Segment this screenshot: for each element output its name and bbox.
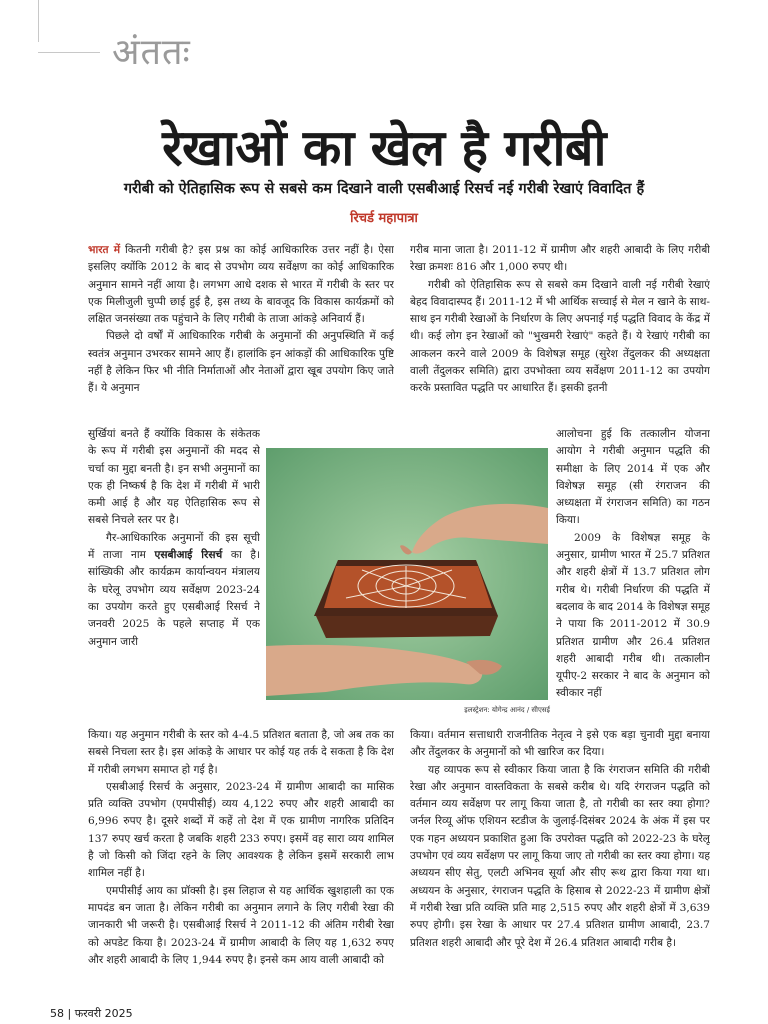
illustration-credit: इलस्ट्रेशन: योगेन्द्र आनंद / सीएसई (464, 706, 550, 714)
section-label: अंततः (112, 32, 191, 73)
column-2-bottom (410, 727, 710, 997)
paragraph: सुर्खियां बनते हैं क्योंकि विकास के संकेतक के रूप में गरीबी इस अनुमानों की मदद से चर्चा का मुद्दा बनती है। इन सभी अनुमानों का एक ही निष्कर्ष है कि देश में गरीबी में भारी कमी आई है और यह ऐतिहासिक रूप से सबसे निचले स्तर पर है। (88, 428, 260, 527)
paragraph: एसबीआई रिसर्च के अनुसार, 2023-24 में ग्रामीण आबादी का मासिक प्रति व्यक्ति उपभोग (एमपीसीई) व्यय 4,122 रुपए और शहरी आबादी का 6,996 रुपए है। दूसरे शब्दों में कहें तो देश में एक ग्रामीण नागरिक प्रतिदिन 137 रुपए खर्च करता है जबकि शहरी 233 रुपए। इसमें वह सारा व्यय शामिल है जो किसी को जिंदा रहने के लिए आवश्यक है लेकिन इसमें सरकारी लाभ शामिल नहीं है। (88, 780, 394, 880)
lead-in: भारत में (88, 244, 121, 256)
paragraph: यह व्यापक रूप से स्वीकार किया जाता है कि रंगराजन समिति की गरीबी रेखा और अनुमान वास्तविकता के सबसे करीब थे। यदि रंगराजन पद्धति को वर्तमान व्यय सर्वेक्षण पर लागू किया जाता है, तो गरीबी का स्तर क्या होगा? जर्नल रिव्यू ऑफ एशियन स्टडीज के जुलाई-दिसंबर 2024 के अंक में इस पर एक गहन अध्ययन प्रकाशित हुआ कि उपरोक्त पद्धति को 2022-23 के घरेलू उपभोग एवं व्यय सर्वेक्षण पर लागू किया जाए तो गरीबी का स्तर क्या होगा। यह अध्ययन सीए सेतु, एलटी अभिनव सूर्या और सीए रूथ द्वारा किया गया था। अध्ययन के अनुसार, रंगराजन पद्धति के हिसाब से 2022-23 में ग्रामीण क्षेत्रों में गरीबी रेखा प्रति व्यक्ति प्रति माह 2,515 रुपए और शहरी क्षेत्रों में 3,639 रुपए होगी। इस रेखा के आधार पर 27.4 प्रतिशत ग्रामीण आबादी, 23.7 प्रतिशत शहरी आबादी और पूरे देश में 26.4 प्रतिशत आबादी गरीब है। (410, 763, 710, 949)
column-1-bottom (88, 727, 394, 997)
column-1-top (88, 242, 394, 426)
byline: रिचर्ड महापात्रा (350, 211, 418, 226)
paragraph: 2009 के विशेषज्ञ समूह के अनुसार, ग्रामीण भारत में 25.7 प्रतिशत और शहरी क्षेत्रों में 13.7 प्रतिशत लोग गरीब थे। गरीबी निर्धारण की पद्धति में बदलाव के बाद 2014 के विशेषज्ञ समूह ने पाया कि 2011-2012 में 30.9 प्रतिशत ग्रामीण और 26.4 प्रतिशत शहरी आबादी गरीब थी। तत्कालीन यूपीए-2 सरकार ने बाद के अनुमान को स्वीकार नहीं (556, 531, 710, 700)
paragraph: किया। यह अनुमान गरीबी के स्तर को 4-4.5 प्रतिशत बताता है, जो अब तक का सबसे निचला स्तर है। इस आंकड़े के आधार पर कोई यह तर्क दे सकता है कि देश में गरीबी लगभग समाप्त हो गई है। (88, 729, 394, 776)
paragraph: पिछले दो वर्षों में आधिकारिक गरीबी के अनुमानों की अनुपस्थिति में कई स्वतंत्र अनुमान उभरकर सामने आए हैं। हालांकि इन आंकड़ों की आधिकारिक पुष्टि नहीं है लेकिन फिर भी नीति निर्माताओं और नेताओं द्वारा खूब उपयोग किए जाते हैं। ये अनुमान (88, 330, 394, 395)
paragraph: भारत में कितनी गरीबी है? इस प्रश्न का कोई आधिकारिक उत्तर नहीं है। ऐसा इसलिए क्योंकि 2012 के बाद से उपभोग व्यय सर्वेक्षण का कोई आधिकारिक अनुमान सामने नहीं आया है। लगभग आधे दशक से भारत में गरीबी के स्तर पर एक मिलीजुली चुप्पी छाई हुई है, इस तथ्य के बावजूद कि विकास कार्यक्रमों को लक्षित जनसंख्या तक पहुंचाने के लिए गरीबी के ताजा आंकड़े अनिवार्य हैं। (88, 244, 394, 326)
paragraph: किया। वर्तमान सत्ताधारी राजनीतिक नेतृत्व ने इसे एक बड़ा चुनावी मुद्दा बनाया और तेंदुलकर के अनुमानों को भी खारिज कर दिया। (410, 729, 710, 759)
column-2-narrow (556, 426, 710, 732)
sbi-research-highlight: एसबीआई रिसर्च (154, 549, 223, 562)
paragraph: गरीबी को ऐतिहासिक रूप से सबसे कम दिखाने वाली नई गरीबी रेखाएं बेहद विवादास्पद हैं। 2011-12 में भी आर्थिक सच्चाई से मेल न खाने के साथ-साथ इन गरीबी रेखाओं के निर्धारण के लिए अपनाई गई पद्धति विवाद के केंद्र में थी। कई लोग इन रेखाओं को "भुखमरी रेखाएं" कहते हैं। ये रेखाएं गरीबी का आकलन करने वाले 2009 के विशेषज्ञ समूह (सुरेश तेंदुलकर की अध्यक्षता वाली तेंदुलकर समिति) द्वारा उपभोक्ता व्यय सर्वेक्षण 2011-12 का उपयोग करके प्रस्तावित पद्धति पर आधारित हैं। इसकी इतनी (410, 278, 710, 395)
column-1-narrow (88, 426, 260, 732)
subhead: गरीबी को ऐतिहासिक रूप से सबसे कम दिखाने वाली एसबीआई रिसर्च नई गरीबी रेखाएं विवादित हैं (123, 181, 645, 197)
crop-mark-horizontal (38, 52, 100, 53)
paragraph: आलोचना हुई कि तत्कालीन योजना आयोग ने गरीबी अनुमान पद्धति की समीक्षा के लिए 2014 में एक और विशेषज्ञ समूह (सी रंगराजन की अध्यक्षता में रंगराजन समिति) का गठन किया। (556, 428, 710, 527)
headline: रेखाओं का खेल है गरीबी (162, 119, 606, 177)
column-2-top (410, 242, 710, 426)
wallet-cobweb-icon (266, 448, 548, 700)
crop-mark-vertical (38, 0, 39, 42)
paragraph: गरीब माना जाता है। 2011-12 में ग्रामीण और शहरी आबादी के लिए गरीबी रेखा क्रमशः 816 और 1,000 रुपए थी। (410, 244, 710, 274)
paragraph: गैर-आधिकारिक अनुमानों की इस सूची में ताजा नाम एसबीआई रिसर्च का है। सांख्यिकी और कार्यक्रम कार्यान्वयन मंत्रालय के घरेलू उपभोग व्यय सर्वेक्षण 2023-24 का उपयोग करते हुए एसबीआई रिसर्च ने जनवरी 2025 के पहले सप्ताह में एक अनुमान जारी (88, 531, 260, 648)
page-folio: 58 | फरवरी 2025 (50, 1007, 133, 1020)
paragraph: एमपीसीई आय का प्रॉक्सी है। इस लिहाज से यह आर्थिक खुशहाली का एक मापदंड बन जाता है। लेकिन गरीबी का अनुमान लगाने के लिए गरीबी रेखा की जानकारी भी जरूरी है। एसबीआई रिसर्च ने 2011-12 की अंतिम गरीबी रेखा को अपडेट किया है। 2023-24 में ग्रामीण आबादी के लिए यह 1,632 रुपए और शहरी आबादी के लिए 1,944 रुपए है। इनसे कम आय वाली आबादी को (88, 884, 394, 966)
illustration (266, 448, 548, 700)
